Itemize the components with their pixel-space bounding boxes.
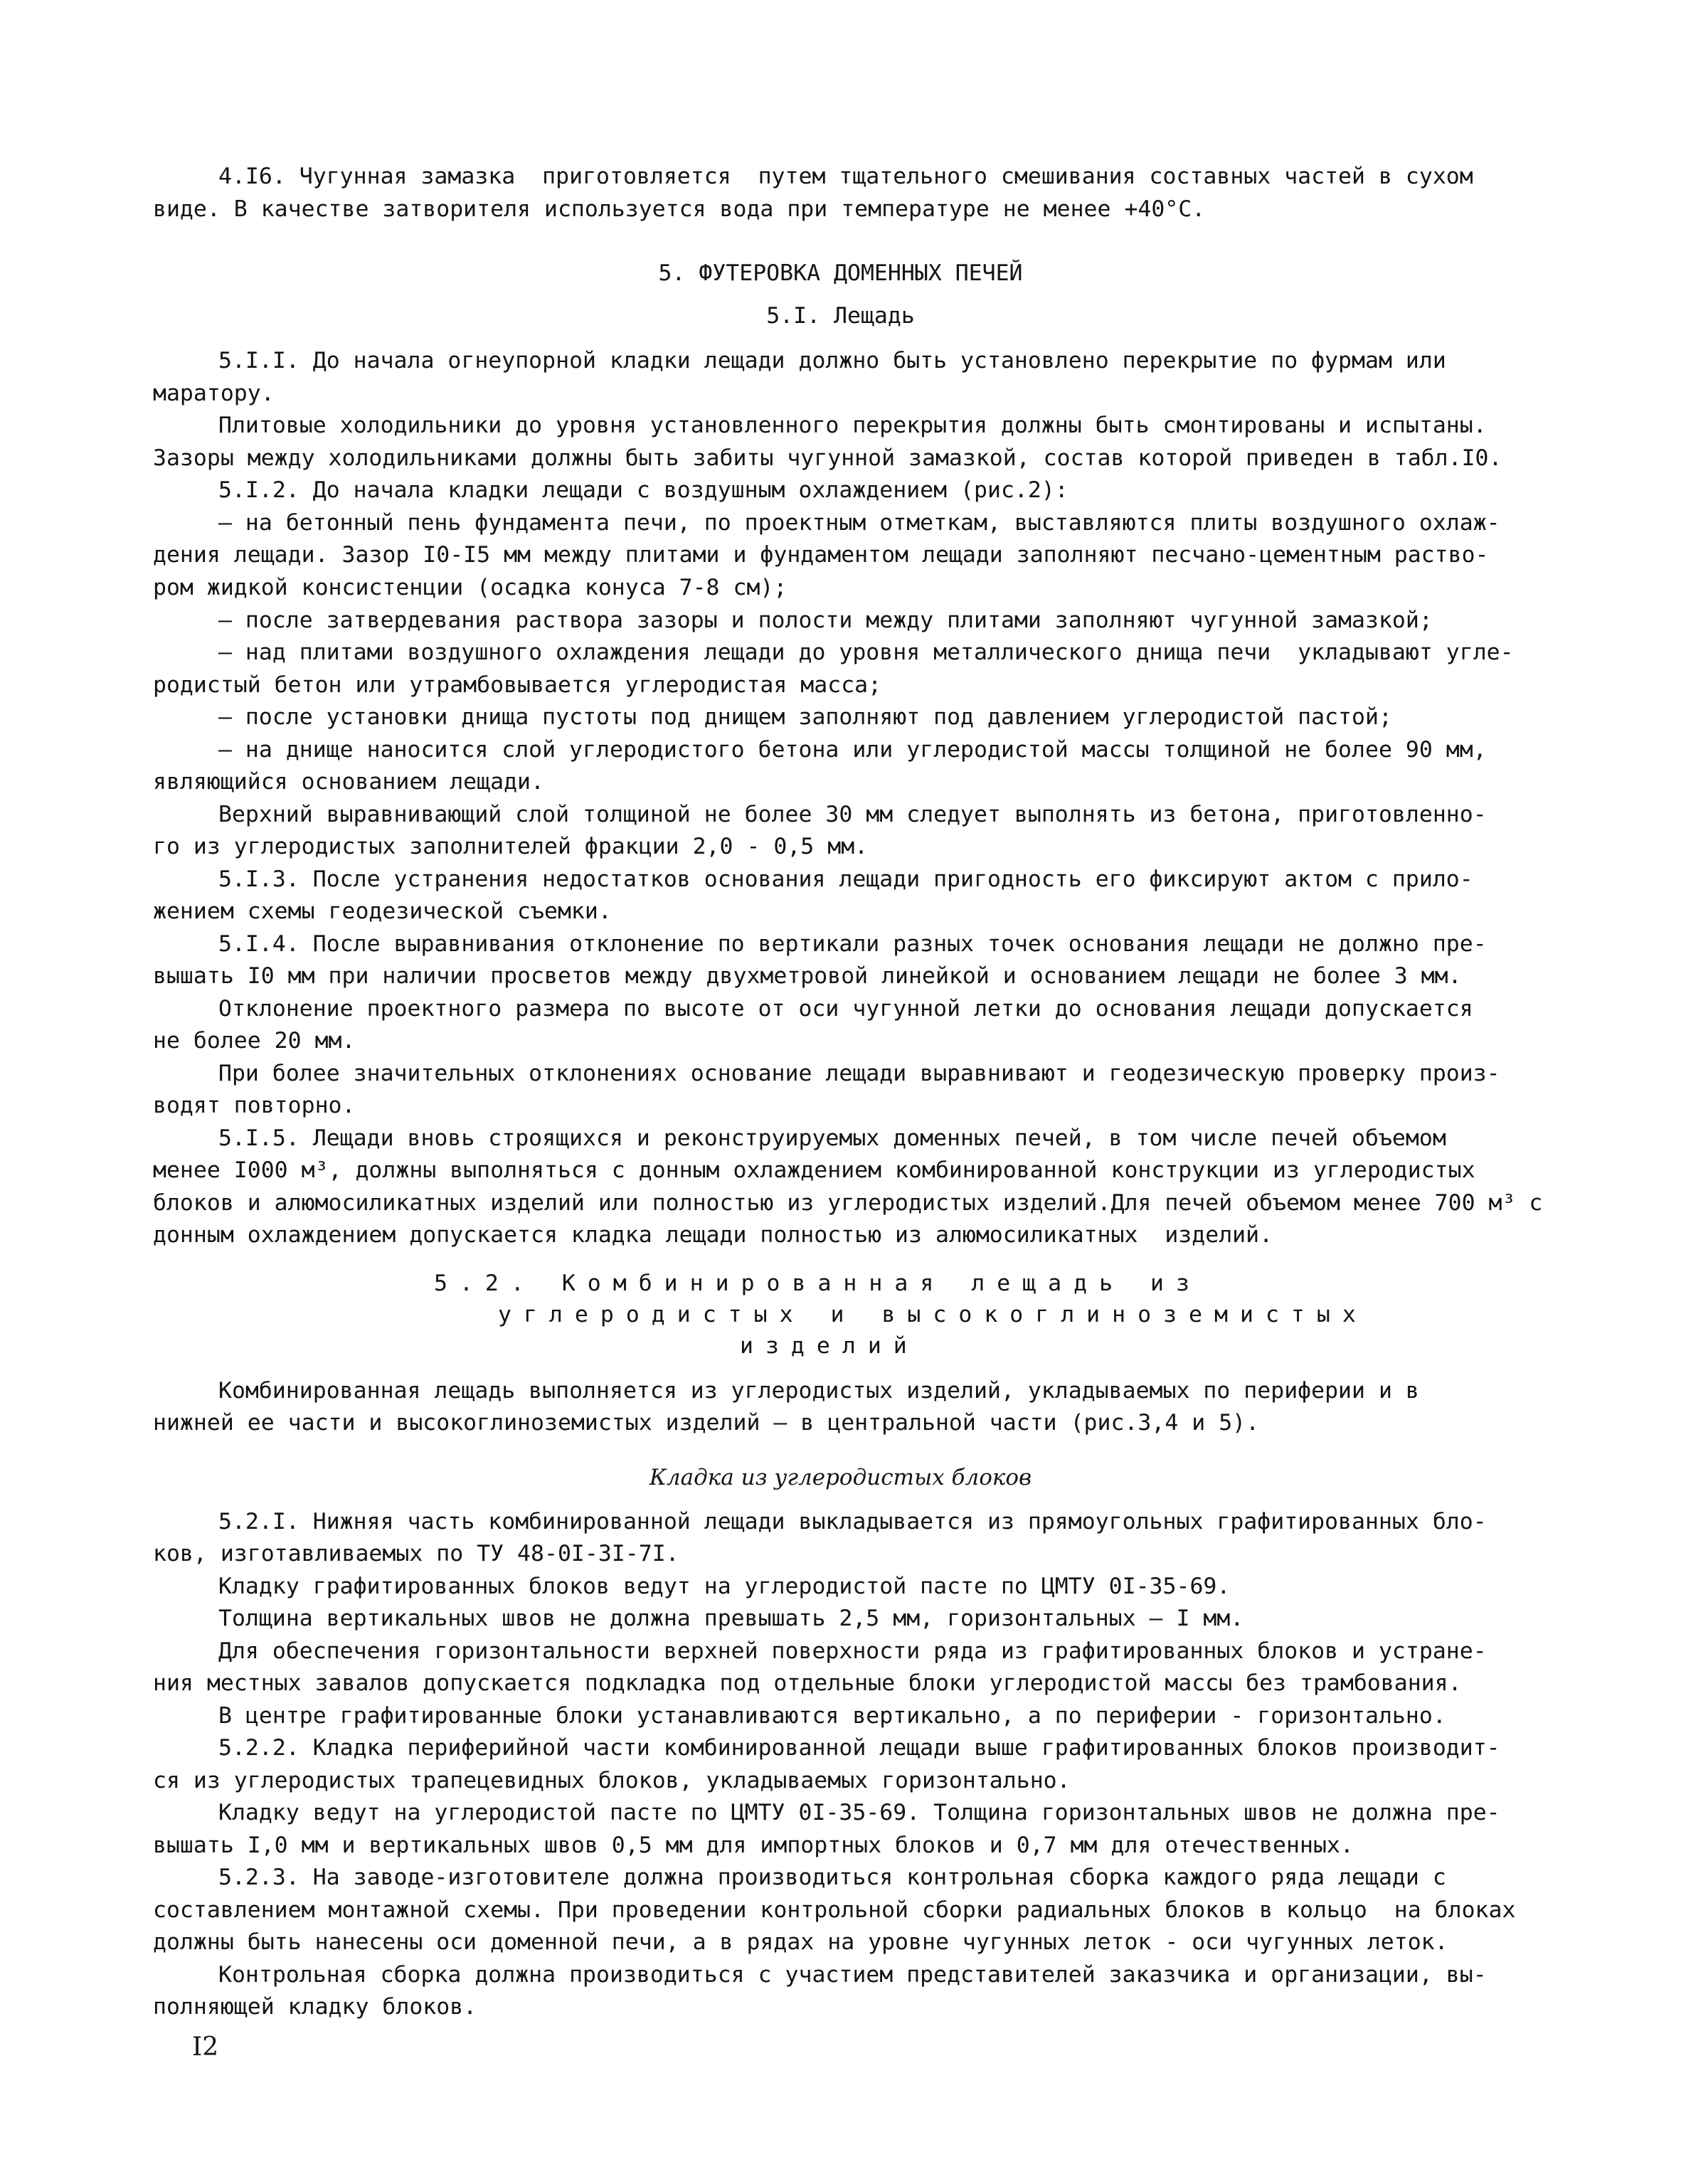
text-line: вышать I,0 мм и вертикальных швов 0,5 мм для импортных блоков и 0,7 мм для отечественных.	[153, 1833, 1354, 1858]
text-line: го из углеродистых заполнителей фракции 2,0 - 0,5 мм.	[153, 834, 869, 859]
text-line: При более значительных отклонениях основание лещади выравнивают и геодезическую проверку произ-	[218, 1061, 1500, 1086]
text-line: 5.2.I. Нижняя часть комбинированной лещади выкладывается из прямоугольных графитированных бло-	[218, 1509, 1487, 1534]
text-line: Зазоры между холодильниками должны быть забиты чугунной замазкой, состав которой приведен в табл.I0.	[153, 445, 1502, 471]
text-line: 5.I.5. Лещади вновь строящихся и реконструируемых доменных печей, в том числе печей объемом	[218, 1125, 1446, 1151]
text-line: ся из углеродистых трапецевидных блоков, укладываемых горизонтально.	[153, 1768, 1071, 1793]
text-line: родистый бетон или утрамбовывается углеродистая масса;	[153, 672, 882, 698]
text-line: – после установки днища пустоты под днищем заполняют под давлением углеродистой пастой;	[218, 704, 1392, 730]
text-line: ния местных завалов допускается подкладка под отдельные блоки углеродистой массы без трамбования.	[153, 1670, 1462, 1696]
text-line: Кладку графитированных блоков ведут на углеродистой пасте по ЦМТУ 0I-35-69.	[218, 1574, 1231, 1599]
section-title: 5. ФУТЕРОВКА ДОМЕННЫХ ПЕЧЕЙ	[658, 260, 1023, 286]
subsection-title: Кладка из углеродистых блоков	[649, 1465, 1032, 1490]
text-line: Отклонение проектного размера по высоте от оси чугунной летки до основания лещади допускается	[218, 996, 1473, 1022]
text-line: 4.I6. Чугунная замазка приготовляется путем тщательного смешивания составных частей в сухом	[218, 164, 1473, 189]
text-line: дения лещади. Зазор I0-I5 мм между плитами и фундаментом лещади заполняют песчано-цементным раство-	[153, 542, 1489, 568]
text-line: – после затвердевания раствора зазоры и полости между плитами заполняют чугунной замазкой;	[218, 608, 1433, 633]
text-line: ром жидкой консистенции (осадка конуса 7-8 см);	[153, 575, 788, 600]
subsection-title: 5.I. Лещадь	[766, 303, 915, 329]
text-line: 5.2.3. На заводе-изготовителе должна производиться контрольная сборка каждого ряда лещади с	[218, 1865, 1446, 1890]
text-line: менее I000 м³, должны выполняться с донным охлаждением комбинированной конструкции из углеродистых	[153, 1157, 1475, 1183]
text-line: Кладку ведут на углеродистой пасте по ЦМТУ 0I-35-69. Толщина горизонтальных швов не должна пре-	[218, 1800, 1500, 1825]
text-line: ков, изготавливаемых по ТУ 48-0I-3I-7I.	[153, 1541, 679, 1567]
text-line: В центре графитированные блоки устанавливаются вертикально, а по периферии - горизонтально.	[218, 1703, 1446, 1729]
page-number: I2	[192, 2033, 219, 2062]
text-line: 5.2.2. Кладка периферийной части комбинированной лещади выше графитированных блоков производит-	[218, 1735, 1500, 1761]
text-line: маратору.	[153, 381, 275, 406]
text-line: Толщина вертикальных швов не должна превышать 2,5 мм, горизонтальных – I мм.	[218, 1606, 1244, 1631]
text-line: 5.I.4. После выравнивания отклонение по вертикали разных точек основания лещади не должно пре-	[218, 931, 1487, 957]
text-line: 5.I.I. До начала огнеупорной кладки лещади должно быть установлено перекрытие по фурмам или	[218, 348, 1446, 373]
text-line: Плитовые холодильники до уровня установленного перекрытия должны быть смонтированы и испытаны.	[218, 413, 1487, 438]
text-line: нижней ее части и высокоглиноземистых изделий – в центральной части (рис.3,4 и 5).	[153, 1410, 1260, 1436]
text-line: донным охлаждением допускается кладка лещади полностью из алюмосиликатных изделий.	[153, 1222, 1273, 1248]
section-title: изделий	[740, 1333, 919, 1359]
text-line: полняющей кладку блоков.	[153, 1994, 477, 2020]
text-line: – на бетонный пень фундамента печи, по проектным отметкам, выставляются плиты воздушного охлаж-	[218, 510, 1500, 536]
text-line: жением схемы геодезической съемки.	[153, 898, 612, 924]
text-line: Для обеспечения горизонтальности верхней поверхности ряда из графитированных блоков и устране-	[218, 1638, 1487, 1664]
text-line: должны быть нанесены оси доменной печи, а в рядах на уровне чугунных леток - оси чугунных леток.	[153, 1929, 1448, 1955]
text-line: составлением монтажной схемы. При проведении контрольной сборки радиальных блоков в кольцо на блоках	[153, 1897, 1516, 1923]
text-line: Комбинированная лещадь выполняется из углеродистых изделий, укладываемых по периферии и в	[218, 1378, 1419, 1404]
text-line: 5.I.3. После устранения недостатков основания лещади пригодность его фиксируют актом с прило-	[218, 866, 1473, 892]
text-line: блоков и алюмосиликатных изделий или полностью из углеродистых изделий.Для печей объемом менее 700 м³ с	[153, 1190, 1543, 1216]
text-line: вышать I0 мм при наличии просветов между двухметровой линейкой и основанием лещади не более 3 мм.	[153, 963, 1462, 989]
section-title: 5.2. Комбинированная лещадь из	[434, 1271, 1202, 1296]
text-line: 5.I.2. До начала кладки лещади с воздушным охлаждением (рис.2):	[218, 477, 1068, 503]
text-line: не более 20 мм.	[153, 1028, 356, 1054]
text-line: Верхний выравнивающий слой толщиной не более 30 мм следует выполнять из бетона, приготовленно-	[218, 802, 1487, 827]
text-line: – на днище наносится слой углеродистого бетона или углеродистой массы толщиной не более 90 мм,	[218, 737, 1487, 763]
text-line: – над плитами воздушного охлаждения лещади до уровня металлического днища печи укладывают угле-	[218, 640, 1514, 665]
section-title: углеродистых и высокоглиноземистых	[498, 1302, 1368, 1327]
text-line: виде. В качестве затворителя используется вода при температуре не менее +40°С.	[153, 196, 1206, 222]
text-line: Контрольная сборка должна производиться с участием представителей заказчика и организации, вы-	[218, 1962, 1487, 1988]
text-line: водят повторно.	[153, 1093, 356, 1118]
text-line: являющийся основанием лещади.	[153, 769, 544, 795]
